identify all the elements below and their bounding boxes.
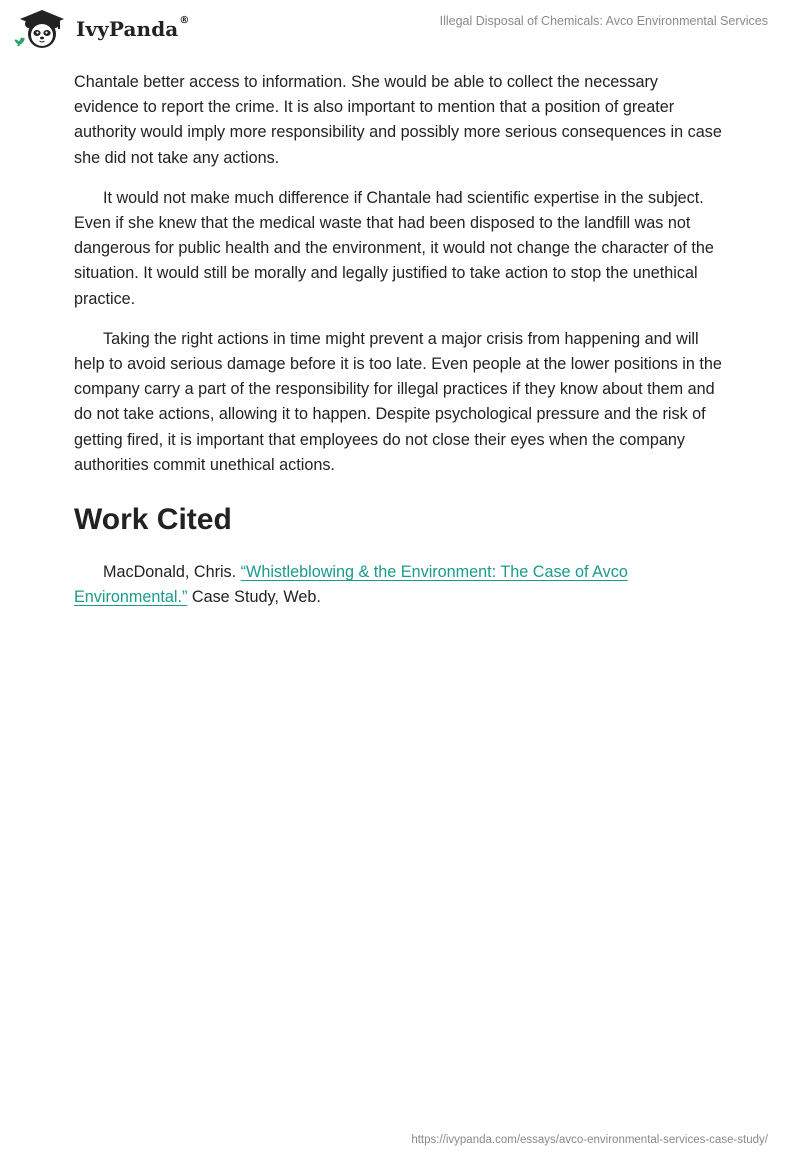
paragraph-3: Taking the right actions in time might prevent a major crisis from happening and will help to avoid serious damage before it is too late. Even people at the lower positions in the company carry a part of the responsibility for illegal practices if they know about them and do not take actions, allowing it to happen. Despite psychological pressure and the risk of getting fired, it is important that employees do not close their eyes when the company authorities commit unethical actions. bbox=[74, 329, 722, 474]
citation-entry bbox=[74, 560, 726, 610]
panda-graduate-icon bbox=[14, 8, 70, 50]
registered-mark: ® bbox=[179, 15, 190, 26]
works-cited-heading: Work Cited bbox=[74, 503, 232, 537]
citation-link[interactable]: “Whistleblowing & the Environment: The Case of Avco Environmental.” bbox=[74, 563, 628, 607]
citation-author: MacDonald, Chris. bbox=[103, 563, 241, 582]
essay-content bbox=[74, 70, 726, 610]
citation-rest: Case Study, Web. bbox=[187, 588, 321, 607]
ivypanda-logo[interactable] bbox=[14, 8, 189, 50]
page-header bbox=[0, 0, 800, 60]
footer-url: https://ivypanda.com/essays/avco-environmental-services-case-study/ bbox=[411, 1134, 768, 1146]
paragraph-2: It would not make much difference if Chantale had scientific expertise in the subject. Even if she knew that the medical waste that had been disposed to the landfill was not dangerous for public health and the environment, it would not change the character of the situation. It would still be morally and legally justified to take action to stop the unethical practice. bbox=[74, 188, 714, 308]
brand-name: IvyPanda® bbox=[76, 15, 190, 41]
document-title: Illegal Disposal of Chemicals: Avco Environmental Services bbox=[439, 14, 768, 28]
paragraph-1: Chantale better access to information. She would be able to collect the necessary evidence to report the crime. It is also important to mention that a position of greater authority would imply more responsibility and possibly more serious consequences in case she did not take any actions. bbox=[74, 73, 722, 167]
